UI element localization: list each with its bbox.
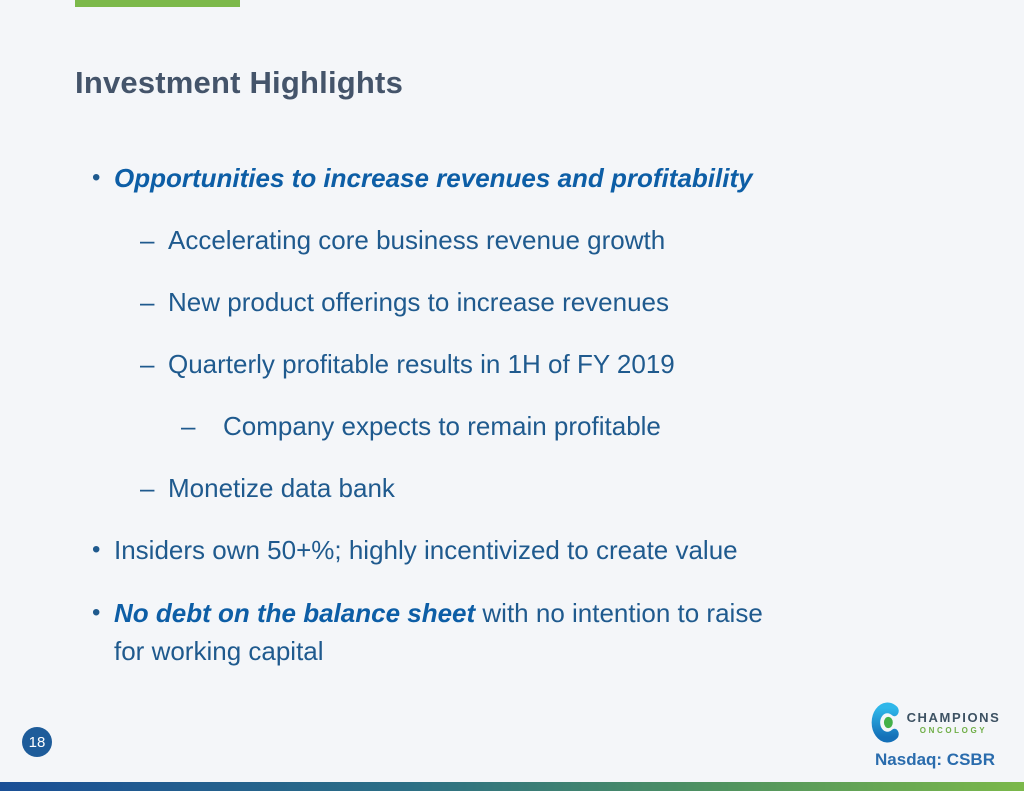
logo-row <box>870 701 1001 744</box>
nasdaq-ticker: Nasdaq: CSBR <box>875 750 995 769</box>
bullet-marker: • <box>92 164 101 191</box>
bullet-list <box>92 160 940 696</box>
bullet-item <box>92 284 940 320</box>
page-number: 18 <box>28 733 46 751</box>
accent-bar-top <box>75 0 240 7</box>
company-logo-block <box>859 701 1011 770</box>
bullet-text-emphasis: No debt on the balance sheet <box>114 598 476 628</box>
logo-name-champions: CHAMPIONS <box>906 710 1001 725</box>
bullet-text: Quarterly profitable results in 1H of FY 2019 <box>168 349 675 379</box>
bullet-item <box>92 160 940 196</box>
champions-oncology-c-icon <box>870 701 904 744</box>
logo-name-oncology: ONCOLOGY <box>919 726 988 735</box>
bullet-text: Company expects to remain profitable <box>223 411 661 441</box>
dash-marker: – <box>140 349 155 379</box>
bullet-text-line2: for working capital <box>114 636 324 666</box>
bullet-item <box>92 470 940 506</box>
bullet-text <box>114 594 763 670</box>
bullet-text: Accelerating core business revenue growth <box>168 225 666 255</box>
bullet-text: Insiders own 50+%; highly incentivized to create value <box>114 535 738 565</box>
bullet-marker: • <box>92 599 101 626</box>
bullet-marker: • <box>92 536 101 563</box>
dash-marker: – <box>140 473 155 503</box>
bullet-item <box>92 532 940 568</box>
dash-marker: – <box>140 225 155 255</box>
bullet-text: Opportunities to increase revenues and profitability <box>114 163 753 193</box>
bullet-text-rest: with no intention to raise <box>475 598 763 628</box>
accent-bar-bottom-gradient <box>0 782 1024 791</box>
page-number-badge <box>22 727 52 757</box>
page-title: Investment Highlights <box>75 64 404 100</box>
dash-marker: – <box>140 287 155 317</box>
bullet-text: Monetize data bank <box>168 473 395 503</box>
logo-green-dot <box>884 717 893 728</box>
bullet-item <box>92 346 940 382</box>
bullet-item <box>92 222 940 258</box>
dash-marker: – <box>181 411 196 441</box>
bullet-text: New product offerings to increase revenues <box>168 287 670 317</box>
logo-text <box>907 710 1001 735</box>
bullet-item <box>92 594 940 670</box>
bullet-item <box>92 408 940 444</box>
